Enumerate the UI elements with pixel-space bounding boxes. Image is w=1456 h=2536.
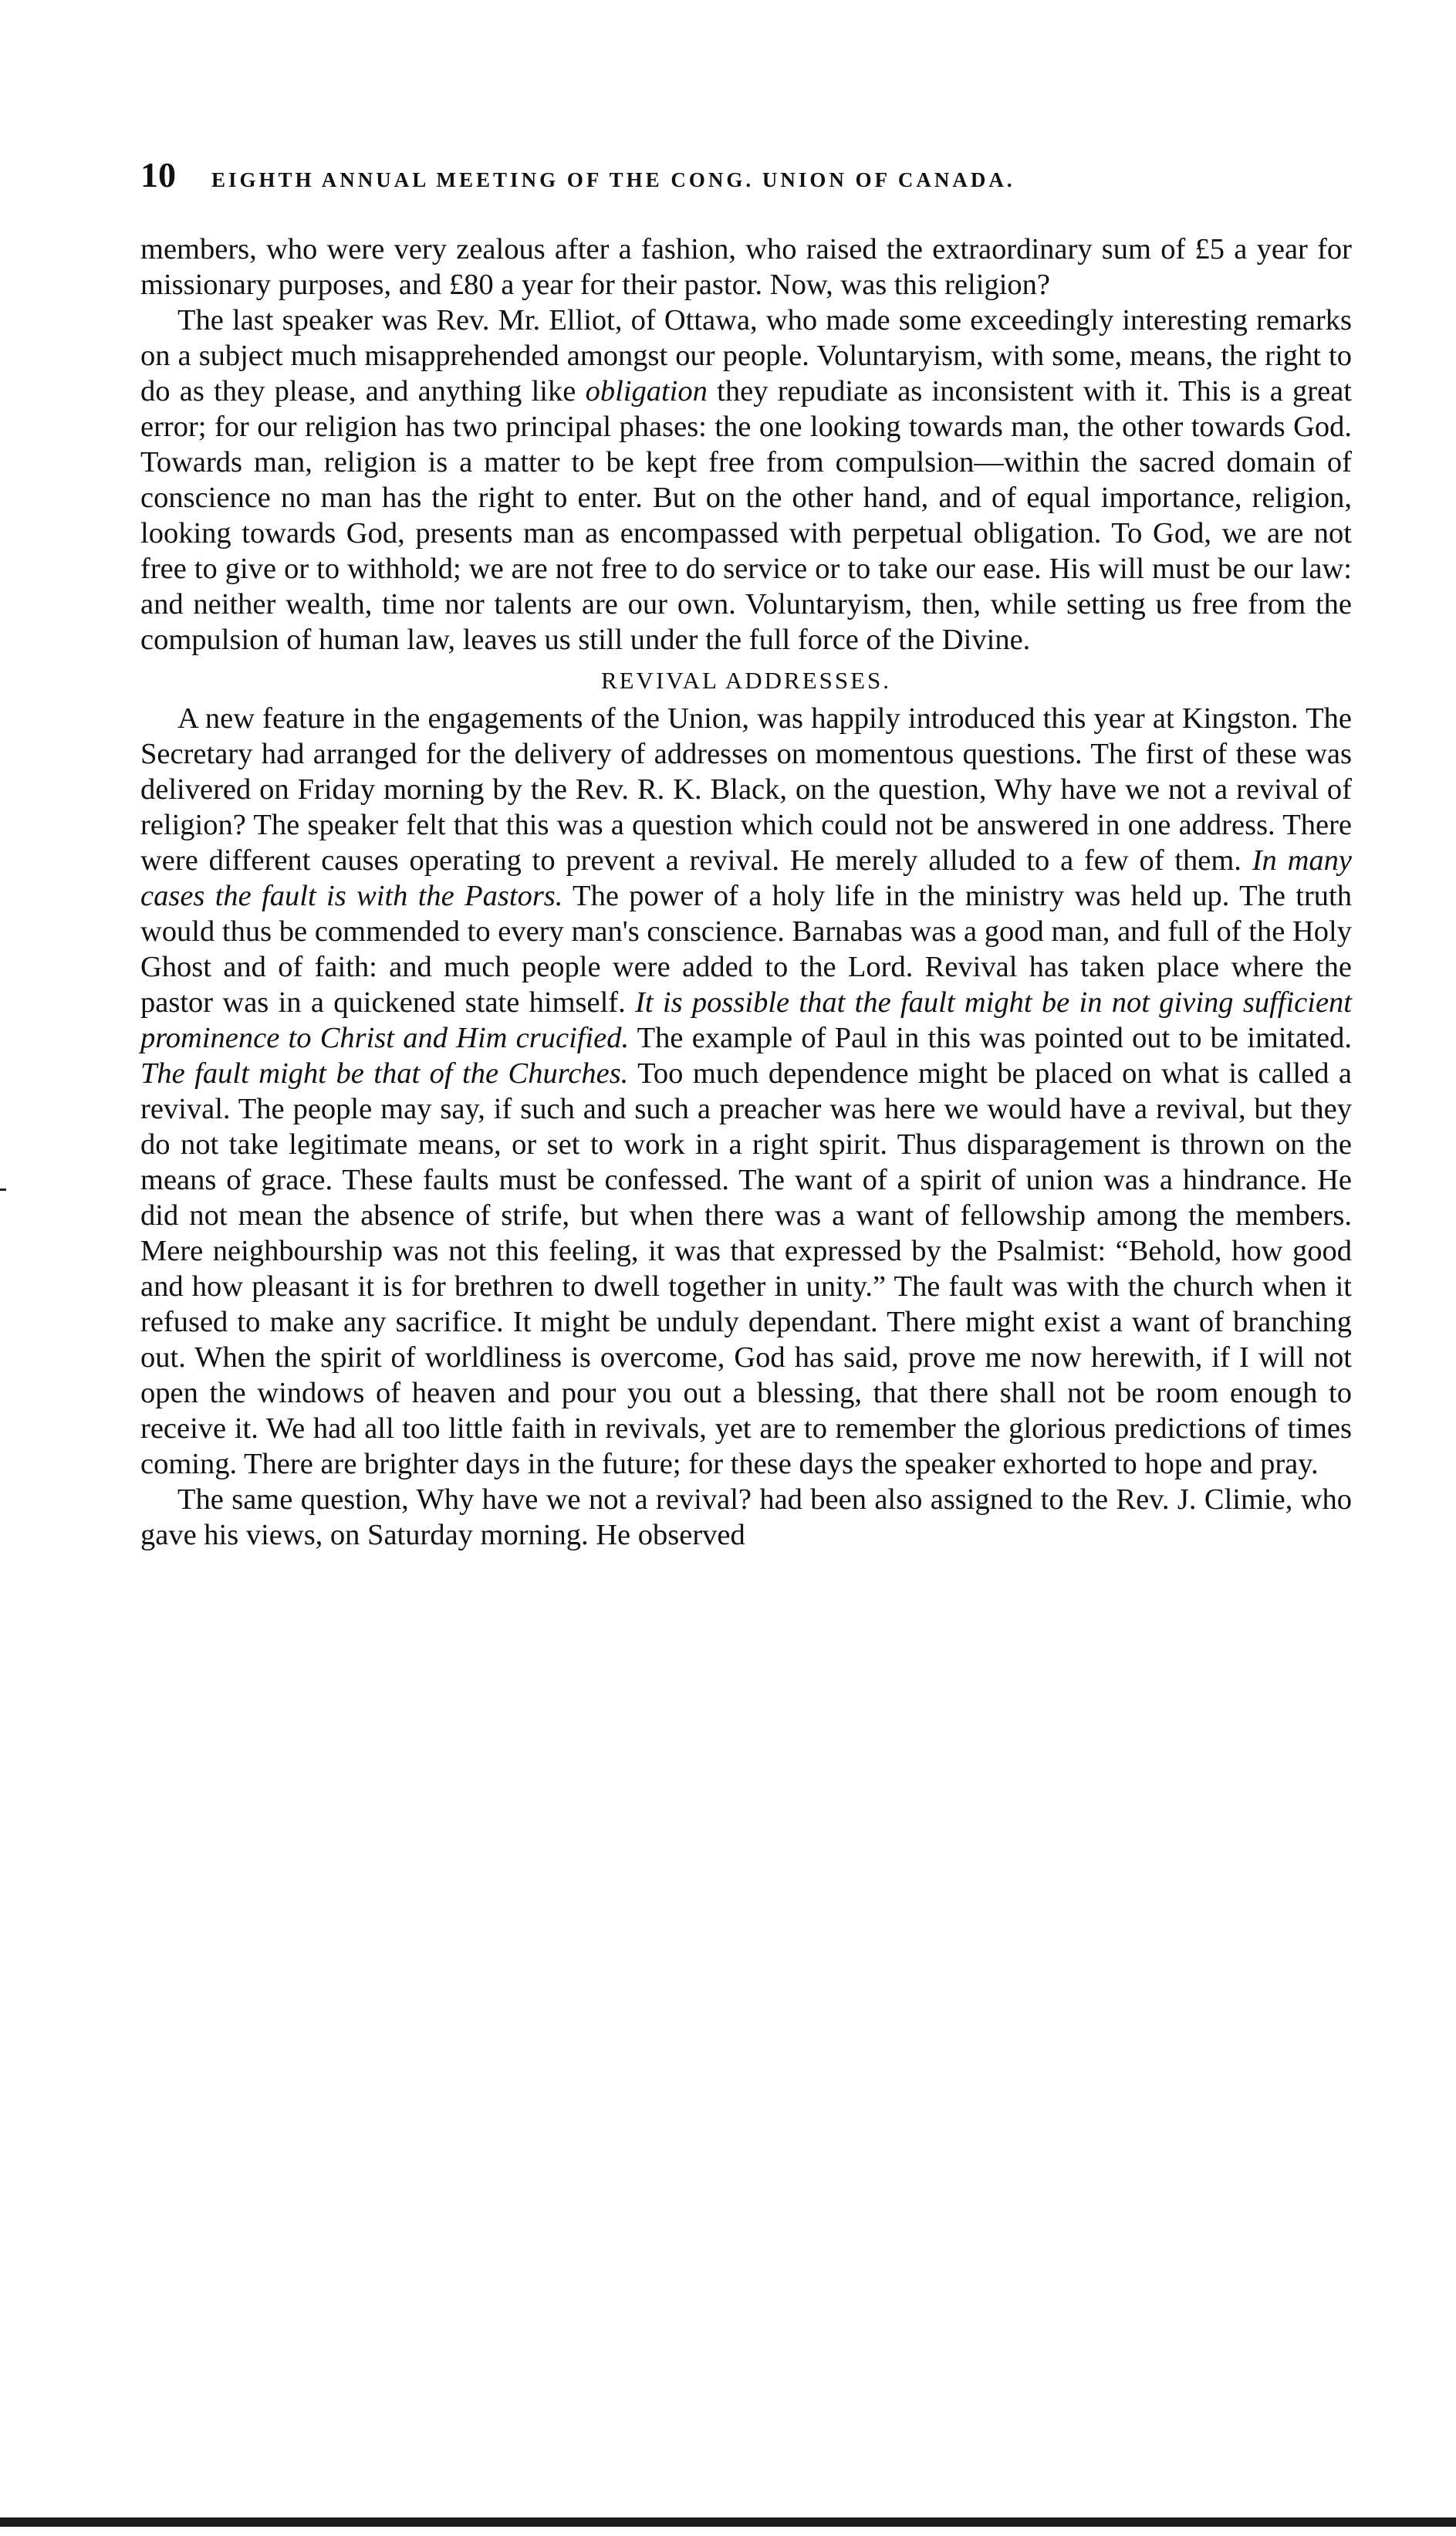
italic-phrase: The fault might be that of the Churches. xyxy=(140,1057,629,1090)
paragraph-text: they repudiate as inconsistent with it. This is a great error; for our religion has two principal phases: the one looking towards man, the other towards God. Towards man, religion is a matter to be kept free from compulsion—within the sacred domain of conscience no man has the right to enter. But on the other hand, and of equal importance, religion, looking towards God, presents man as encompassed with perpetual obligation. To God, we are not free to give or to withhold; we are not free to do service or to take our ease. His will must be our law: and neither wealth, time nor talents are our own. Voluntaryism, then, while setting us free from the compulsion of human law, leaves us still under the full force of the Divine. xyxy=(140,375,1352,656)
paragraph-revival-climie xyxy=(140,1482,1352,1553)
section-heading: REVIVAL ADDRESSES. xyxy=(600,667,892,694)
paragraph-continued xyxy=(140,232,1352,303)
page-bottom-edge xyxy=(0,2517,1456,2527)
italic-phrase: In many cases the fault is with the Pastors. xyxy=(140,844,1352,912)
paragraph-text: The power of a holy life in the ministry was held up. The truth would thus be commended to every man's conscience. Barnabas was a good man, and full of the Holy Ghost and of faith: and much people were added to the Lord. Revival has taken place where the pastor was in a quickened state himself. xyxy=(140,880,1352,1019)
paragraph-text: The example of Paul in this was pointed out to be imitated. xyxy=(629,1022,1352,1054)
paragraph-text: Too much dependence might be placed on what is called a revival. The people may say, if such and such a preacher was here we would have a revival, but they do not take legitimate means, or set to work in a right spirit. Thus disparagement is thrown on the means of grace. These faults must be confessed. The want of a spirit of union was a hindrance. He did not mean the absence of strife, but when there was a want of fellowship among the members. Mere neighbourship was not this feeling, it was that expressed by the Psalmist: “Behold, how good and how pleasant it is for brethren to dwell together in unity.” The fault was with the church when it refused to make any sacrifice. It might be unduly dependant. There might exist a want of branching out. When the spirit of worldliness is overcome, God has said, prove me now herewith, if I will not open the windows of heaven and pour you out a blessing, that there shall not be room enough to receive it. We had all too little faith in revivals, yet are to remember the glorious predictions of times coming. There are brighter days in the future; for these days the speaker exhorted to hope and pray. xyxy=(140,1057,1352,1480)
running-title: EIGHTH ANNUAL MEETING OF THE CONG. UNION OF CANADA. xyxy=(211,168,1015,191)
paragraph-revival-black xyxy=(140,701,1352,1482)
body-text xyxy=(140,232,1352,1553)
italic-phrase: obligation xyxy=(585,375,708,407)
paragraph-elliot xyxy=(140,303,1352,658)
italic-phrase: It is possible that the fault might be in not giving sufficient prominence to Christ and Him crucified. xyxy=(140,986,1352,1054)
margin-mark xyxy=(0,1189,6,1191)
paragraph-text: The same question, Why have we not a revival? had been also assigned to the Rev. J. Climie, who gave his views, on Saturday morning. He observed xyxy=(140,1483,1352,1551)
page-number: 10 xyxy=(140,155,176,194)
running-header xyxy=(140,154,1352,201)
paragraph-text: A new feature in the engagements of the Union, was happily introduced this year at Kingston. The Secretary had arranged for the delivery of addresses on momentous questions. The first of these was delivered on Friday morning by the Rev. R. K. Black, on the question, Why have we not a revival of religion? The speaker felt that this was a question which could not be answered in one address. There were different causes operating to prevent a revival. He merely alluded to a few of them. xyxy=(140,702,1352,877)
paragraph-text: members, who were very zealous after a fashion, who raised the extraordinary sum of £5 a year for missionary purposes, and £80 a year for their pastor. Now, was this religion? xyxy=(140,233,1352,301)
paragraph-text: The last speaker was Rev. Mr. Elliot, of Ottawa, who made some exceedingly interesting remarks on a subject much misapprehended amongst our people. Voluntaryism, with some, means, the right to do as they please, and anything like xyxy=(140,304,1352,407)
